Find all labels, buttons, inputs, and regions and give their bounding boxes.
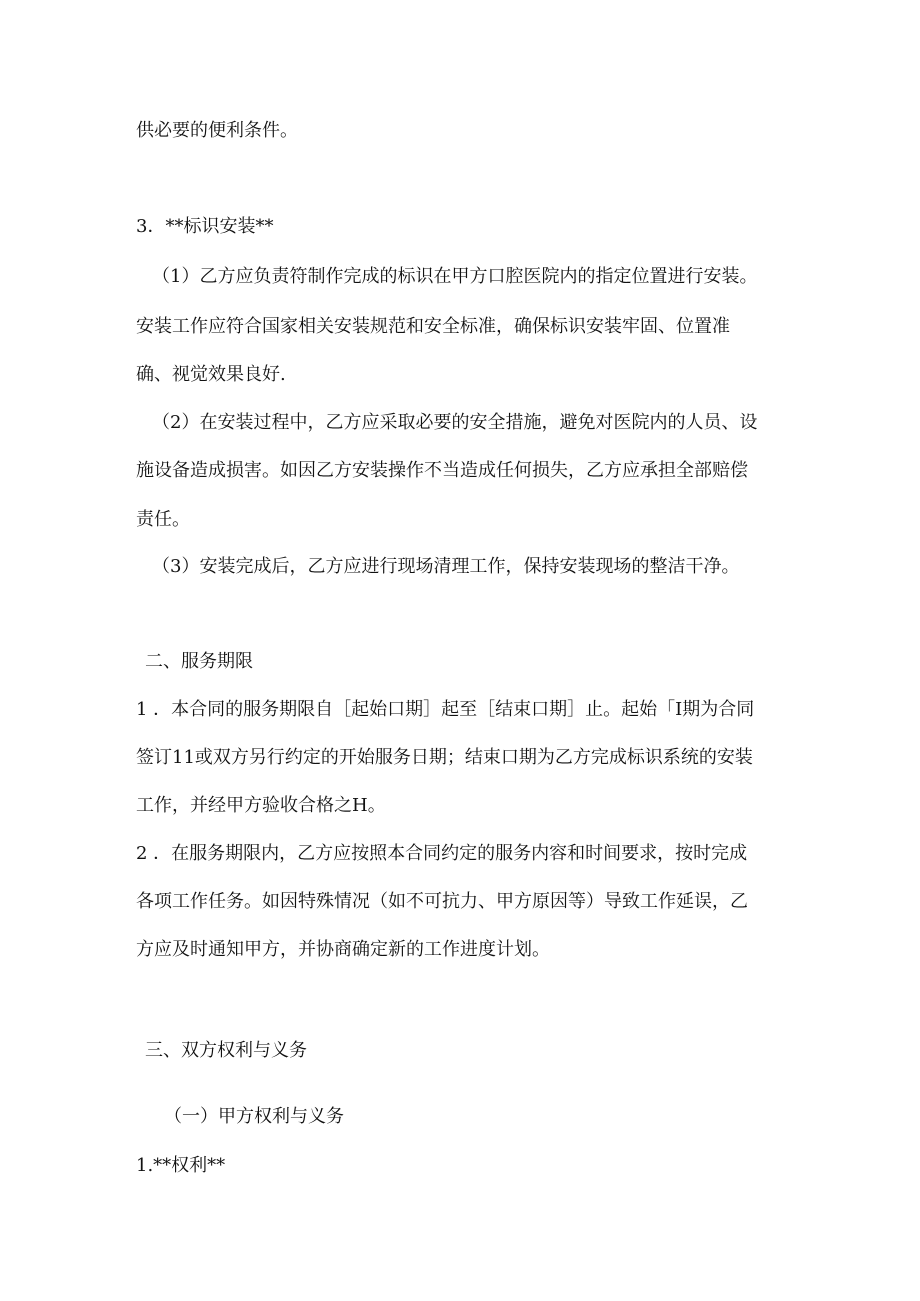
section-heading: 3．**标识安装** — [136, 216, 274, 237]
paragraph-line: 责任。 — [136, 509, 190, 530]
paragraph-line: （1）乙方应负责符制作完成的标识在甲方口腔医院内的指定位置进行安装。 — [152, 266, 758, 287]
paragraph-line: 确、视觉效果良好. — [136, 364, 286, 385]
paragraph-line: （3）安装完成后，乙方应进行现场清理工作，保持安装现场的整洁干净。 — [152, 556, 740, 577]
paragraph-line: 工作，并经甲方验收合格之H。 — [136, 795, 386, 816]
paragraph-line: 2 ．在服务期限内，乙方应按照本合同约定的服务内容和时间要求，按时完成 — [136, 843, 748, 864]
section-heading: 二、服务期限 — [145, 651, 253, 672]
paragraph-line: 安装工作应符合国家相关安装规范和安全标准，确保标识安装牢固、位置准 — [136, 316, 730, 337]
paragraph-line: 方应及时通知甲方，并协商确定新的工作进度计划。 — [136, 939, 550, 960]
paragraph-line: （2）在安装过程中，乙方应采取必要的安全措施，避免对医院内的人员、设 — [152, 412, 758, 433]
paragraph-line: 各项工作任务。如因特殊情况（如不可抗力、甲方原因等）导致工作延误，乙 — [136, 891, 748, 912]
paragraph-line: 施设备造成损害。如因乙方安装操作不当造成任何损失，乙方应承担全部赔偿 — [136, 460, 748, 481]
section-heading: 1.**权利** — [136, 1155, 226, 1176]
paragraph-line: 1 ．本合同的服务期限自［起始口期］起至［结束口期］止。起始「I期为合同 — [136, 699, 755, 720]
paragraph-line: 供必要的便利条件。 — [136, 120, 298, 141]
section-heading: 三、双方权利与义务 — [145, 1040, 307, 1061]
paragraph-line: 签订11或双方另行约定的开始服务日期；结束口期为乙方完成标识系统的安装 — [136, 747, 753, 768]
subsection-heading: （一）甲方权利与义务 — [164, 1106, 344, 1127]
